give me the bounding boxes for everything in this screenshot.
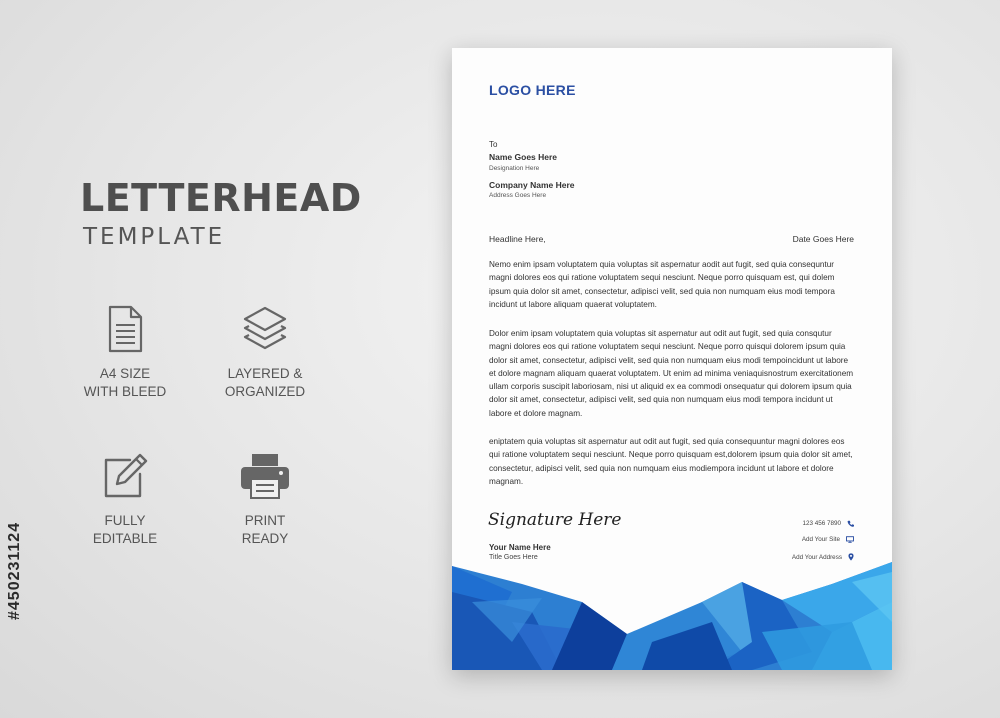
feature-a4-size (55, 305, 195, 401)
printer-icon (239, 452, 291, 500)
body-paragraph-3: eniptatem quia voluptas sit aspernatur aut odit aut fugit, sed quia consequuntur magni dolores eos qui ratione voluptatem sequi nesciunt. Neque porro quisquam est,dolorem ipsum quia dolor sit amet, consectetur, adipisci velit, sed quia non numquam eius modiempora incidunt ut labore et dolore magnam. (489, 437, 853, 486)
phone-icon (847, 520, 854, 527)
contact-address-text: Add Your Address (791, 553, 842, 561)
heading-subtitle: TEMPLATE (83, 224, 226, 250)
body-paragraph-1: Nemo enim ipsam voluptatem quia voluptas sit aspernatur aodit aut fugit, sed quia consequntur magni dolores eos qui ratione voluptatem sequi nesciunt. Neque porro quisquam est, qui dolem ipsum quia dolor sit amet, consectetur, adipisci velit, sed quia non numquam eius modi tempora incidunt ut labore aliquam quaerat voluptatem. (489, 260, 835, 309)
monitor-icon (846, 536, 854, 543)
heading-title: LETTERHEAD (80, 176, 362, 220)
feature-label-line2: ORGANIZED (224, 384, 306, 399)
logo-placeholder: LOGO HERE (489, 82, 576, 98)
feature-print-ready (195, 452, 335, 548)
signature: Signature Here (488, 510, 622, 530)
contact-phone (802, 520, 854, 527)
company-address: Address Goes Here (489, 192, 547, 199)
company-name: Company Name Here (489, 180, 575, 190)
date: Date Goes Here (792, 234, 854, 244)
footer-polygon-art (452, 562, 892, 670)
contact-site-text: Add Your Site (801, 536, 840, 543)
feature-editable (55, 452, 195, 548)
headline: Headline Here, (489, 234, 546, 244)
body-paragraph-2: Dolor enim ipsam voluptatem quia voluptas sit aspernatur aut odit aut fugit, sed quia consqutur magni dolores eos qui ratione voluptatem sequi nesciunt. Neque porro quisqui dolorem ipsum quia dolor sit amet, consectetur, adipisci velit, sed quia non numquam eius modi tempoincidunt ut labore et dolore magnam aliquam quaerat voluptatem. Ut enim ad minima veniaquisnostrum exercitationem ullam corporis suscipit laboriosam, nisi ut aliquid ex ea commodi onsequatur qui dolorem ipsum quia dolor sit amet, consectetur, adipisci velit, sed quia non numquam eius modi tempora incidunt ut labore et dolore magnam. (489, 329, 854, 418)
letterhead-page (452, 48, 892, 670)
layers-icon (241, 305, 289, 353)
contact-address (792, 553, 854, 561)
to-label: To (489, 140, 498, 149)
stock-id: #450231124 (6, 521, 23, 620)
sender-title: Title Goes Here (489, 554, 538, 561)
contact-phone-text: 123 456 7890 (802, 520, 841, 527)
feature-label-line1: FULLY (104, 513, 146, 528)
feature-label-line1: LAYERED & (227, 366, 303, 381)
recipient-name: Name Goes Here (489, 152, 558, 162)
feature-label-line1: PRINT (244, 513, 286, 528)
feature-label-line2: EDITABLE (92, 531, 158, 546)
feature-layered (195, 305, 335, 401)
feature-label-line1: A4 SIZE (99, 366, 151, 381)
location-pin-icon (848, 553, 854, 561)
feature-label-line2: WITH BLEED (83, 384, 167, 399)
edit-icon (100, 452, 150, 500)
recipient-designation: Designation Here (489, 165, 540, 172)
contact-site (802, 536, 854, 543)
feature-label-line2: READY (241, 531, 289, 546)
sender-name: Your Name Here (489, 543, 551, 552)
document-icon (105, 305, 145, 353)
